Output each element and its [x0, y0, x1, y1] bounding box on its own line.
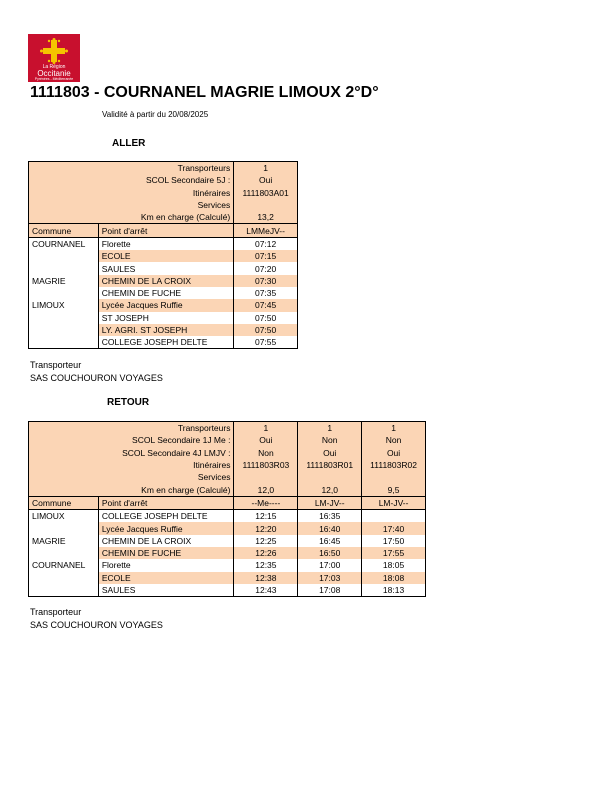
table-cell: ECOLE	[98, 250, 233, 262]
table-cell: 12,0	[234, 483, 298, 496]
table-cell: COLLEGE JOSEPH DELTE	[101, 511, 208, 522]
table-cell: 17:08	[298, 584, 362, 597]
retour-transporter-name: SAS COUCHOURON VOYAGES	[30, 620, 163, 630]
table-cell	[29, 250, 99, 262]
table-cell: 1	[298, 422, 362, 435]
table-cell: 12:26	[234, 547, 298, 559]
table-cell: 07:45	[234, 299, 298, 311]
table-cell: 12:15	[234, 510, 298, 523]
logo-line3: Pyrénées - Méditerranée	[34, 77, 74, 81]
header-row	[29, 162, 298, 175]
table-cell: 07:50	[234, 312, 298, 324]
table-row	[29, 312, 298, 324]
table-cell: --Me----	[234, 496, 298, 509]
table-cell: 12:35	[234, 559, 298, 571]
table-cell: LY. AGRI. ST JOSEPH	[98, 324, 233, 336]
table-row	[29, 336, 298, 349]
table-cell: 1111803R01	[298, 459, 362, 471]
table-cell: MAGRIE	[29, 535, 99, 547]
logo-line1: La Région	[42, 64, 66, 70]
header-row	[29, 187, 298, 199]
aller-table	[28, 161, 298, 349]
table-cell: Non	[298, 434, 362, 446]
table-cell: LIMOUX	[29, 510, 99, 523]
table-cell: Oui	[298, 447, 362, 459]
header-row	[29, 447, 426, 459]
table-cell: 12:20	[234, 522, 298, 534]
table-cell: Commune	[29, 224, 99, 237]
table-cell	[29, 312, 99, 324]
aller-transporter-label: Transporteur	[30, 360, 82, 370]
table-cell: 12:38	[234, 572, 298, 584]
header-row	[29, 422, 426, 435]
table-cell: Transporteurs	[29, 422, 234, 435]
retour-column-headers	[29, 496, 426, 509]
table-row	[29, 522, 426, 534]
retour-heading: RETOUR	[107, 397, 150, 408]
header-row	[29, 434, 426, 446]
table-cell: ECOLE	[98, 572, 234, 584]
table-cell: 07:35	[234, 287, 298, 299]
table-cell: 07:20	[234, 262, 298, 274]
table-cell: LMMeJV--	[234, 224, 298, 237]
table-cell	[362, 510, 426, 523]
table-cell: MAGRIE	[29, 275, 99, 287]
table-cell: Itinéraires	[29, 459, 234, 471]
table-cell: SAULES	[101, 585, 136, 595]
table-cell: LM-JV--	[298, 496, 362, 509]
table-cell: 07:55	[234, 336, 298, 349]
table-cell	[362, 471, 426, 483]
header-row	[29, 174, 298, 186]
table-cell: SCOL Secondaire 1J Me :	[29, 434, 234, 446]
table-cell: 07:50	[234, 324, 298, 336]
header-row	[29, 459, 426, 471]
table-cell: 16:45	[298, 535, 362, 547]
table-cell	[234, 199, 298, 211]
table-cell: 1	[234, 422, 298, 435]
table-cell	[29, 547, 99, 559]
table-row	[29, 237, 298, 250]
table-cell: 16:50	[298, 547, 362, 559]
table-cell: Km en charge (Calculé)	[29, 211, 234, 224]
table-cell: 12:25	[234, 535, 298, 547]
table-cell: 12:43	[234, 584, 298, 597]
logo-line2: Occitanie	[37, 69, 71, 78]
table-cell	[29, 584, 99, 597]
table-cell: 17:50	[362, 535, 426, 547]
table-cell	[29, 522, 99, 534]
table-cell: 17:00	[298, 559, 362, 571]
table-cell: Point d'arrêt	[98, 496, 234, 509]
validity-date: Validité à partir du 20/08/2025	[102, 110, 209, 119]
page-title: 1111803 - COURNANEL MAGRIE LIMOUX 2°D°	[30, 84, 379, 101]
table-cell: COLLEGE JOSEPH DELTE	[101, 337, 208, 348]
table-row	[29, 547, 426, 559]
table-cell: COURNANEL	[29, 559, 99, 571]
table-cell: 16:35	[298, 510, 362, 523]
aller-column-headers	[29, 224, 298, 237]
table-row	[29, 299, 298, 311]
table-cell: LM-JV--	[362, 496, 426, 509]
table-cell: 9,5	[362, 483, 426, 496]
table-cell: Florette	[101, 560, 131, 571]
table-cell: Oui	[362, 447, 426, 459]
table-cell: 1	[362, 422, 426, 435]
table-cell: 12,0	[298, 483, 362, 496]
table-cell: 13,2	[234, 211, 298, 224]
table-cell: Lycée Jacques Ruffie	[98, 299, 233, 311]
table-cell: Km en charge (Calculé)	[29, 483, 234, 496]
table-cell: Services	[29, 471, 234, 483]
table-cell: Non	[234, 447, 298, 459]
table-row	[29, 324, 298, 336]
table-cell: Oui	[234, 434, 298, 446]
table-cell: CHEMIN DE LA CROIX	[98, 275, 233, 287]
table-cell: SAULES	[101, 263, 136, 274]
table-cell	[29, 287, 99, 299]
table-cell: Transporteurs	[29, 162, 234, 175]
table-cell: Point d'arrêt	[98, 224, 233, 237]
table-cell: 07:30	[234, 275, 298, 287]
table-row	[29, 572, 426, 584]
table-cell	[29, 324, 99, 336]
table-cell: Florette	[101, 238, 131, 249]
table-cell: Oui	[234, 174, 298, 186]
table-cell: 17:03	[298, 572, 362, 584]
occitan-cross-icon	[40, 38, 68, 64]
table-cell: 1	[234, 162, 298, 175]
table-cell: 17:40	[362, 522, 426, 534]
table-cell: Itinéraires	[29, 187, 234, 199]
table-cell: Lycée Jacques Ruffie	[98, 522, 234, 534]
table-cell: 1111803A01	[234, 187, 298, 199]
table-cell: LIMOUX	[29, 299, 99, 311]
table-cell: Non	[362, 434, 426, 446]
table-cell: SCOL Secondaire 5J :	[29, 174, 234, 186]
table-cell: 17:55	[362, 547, 426, 559]
table-cell: 1111803R02	[362, 459, 426, 471]
table-row	[29, 287, 298, 299]
table-cell	[298, 471, 362, 483]
table-row	[29, 535, 426, 547]
retour-table	[28, 421, 426, 597]
table-cell	[234, 471, 298, 483]
retour-transporter-label: Transporteur	[30, 607, 82, 617]
table-cell: CHEMIN DE LA CROIX	[101, 535, 192, 546]
table-cell: 1111803R03	[234, 459, 298, 471]
table-cell: 18:08	[362, 572, 426, 584]
header-row	[29, 483, 426, 496]
table-cell	[29, 572, 99, 584]
table-cell	[29, 336, 99, 349]
region-logo	[28, 34, 80, 82]
table-cell: CHEMIN DE FUCHE	[101, 288, 182, 299]
table-row	[29, 559, 426, 571]
table-cell: Services	[29, 199, 234, 211]
table-cell: 18:05	[362, 559, 426, 571]
table-cell	[29, 262, 99, 274]
table-cell: 07:12	[234, 237, 298, 250]
table-row	[29, 250, 298, 262]
aller-transporter-name: SAS COUCHOURON VOYAGES	[30, 373, 163, 383]
header-row	[29, 199, 298, 211]
table-cell: 16:40	[298, 522, 362, 534]
table-row	[29, 262, 298, 274]
table-row	[29, 584, 426, 597]
table-cell: SCOL Secondaire 4J LMJV :	[29, 447, 234, 459]
table-row	[29, 510, 426, 523]
aller-heading: ALLER	[112, 138, 146, 149]
table-cell: ST JOSEPH	[101, 312, 149, 323]
table-cell: COURNANEL	[29, 237, 99, 250]
table-cell: Commune	[29, 496, 99, 509]
table-cell: 07:15	[234, 250, 298, 262]
header-row	[29, 211, 298, 224]
table-row	[29, 275, 298, 287]
table-cell: 18:13	[362, 584, 426, 597]
header-row	[29, 471, 426, 483]
table-cell: CHEMIN DE FUCHE	[98, 547, 234, 559]
